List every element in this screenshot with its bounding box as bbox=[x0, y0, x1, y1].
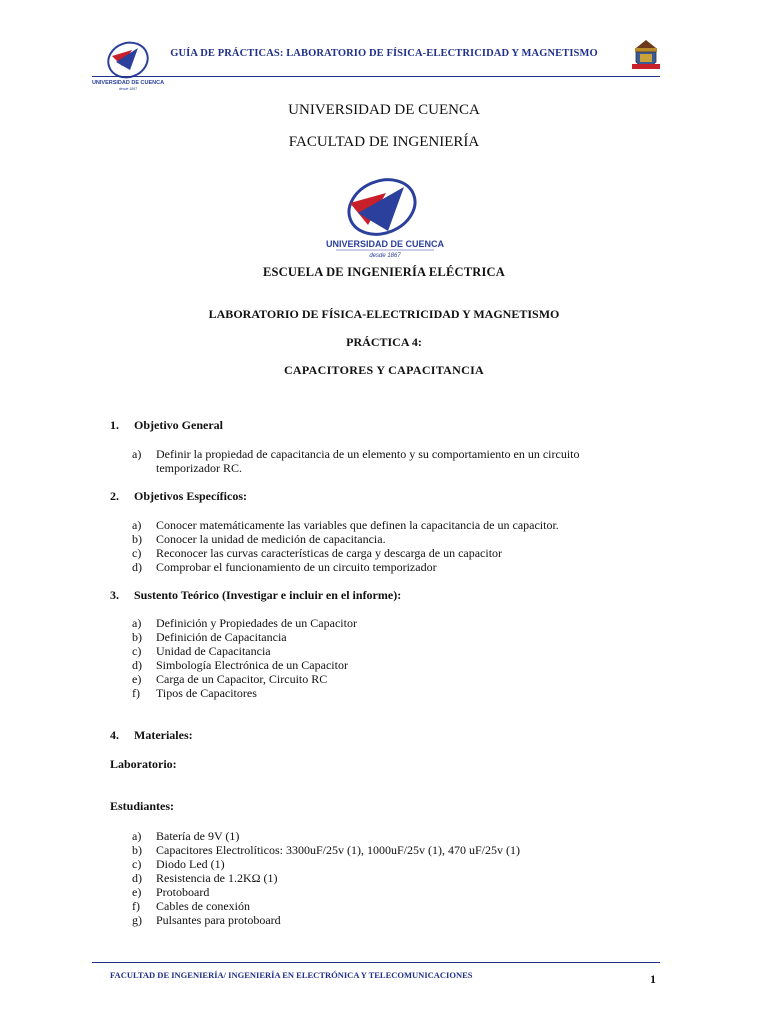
lab-name: LABORATORIO DE FÍSICA-ELECTRICIDAD Y MAGNETISMO bbox=[208, 307, 560, 321]
list-item: c) Unidad de Capacitancia bbox=[132, 644, 271, 658]
section-heading: 4. Materiales: bbox=[110, 728, 193, 742]
page-number: 1 bbox=[650, 972, 656, 986]
list-item: a) Conocer matemáticamente las variables que definen la capacitancia de un capacitor. bbox=[132, 518, 559, 532]
list-item: f) Tipos de Capacitores bbox=[132, 686, 257, 700]
crest-icon bbox=[628, 36, 664, 74]
faculty-name: FACULTAD DE INGENIERÍA bbox=[288, 134, 480, 150]
svg-text:desde 1867: desde 1867 bbox=[369, 253, 401, 259]
running-header: GUÍA DE PRÁCTICAS: LABORATORIO DE FÍSICA-ELECTRICIDAD Y MAGNETISMO bbox=[170, 48, 598, 59]
list-item: b) Capacitores Electrolíticos: 3300uF/25v (1), 1000uF/25v (1), 470 uF/25v (1) bbox=[132, 843, 520, 857]
university-logo-large bbox=[322, 173, 448, 263]
practice-number: PRÁCTICA 4: bbox=[346, 335, 422, 349]
section-heading: 3. Sustento Teórico (Investigar e incluir en el informe): bbox=[110, 588, 402, 602]
list-item: f) Cables de conexión bbox=[132, 899, 250, 913]
footer-rule bbox=[92, 962, 660, 963]
list-item: g) Pulsantes para protoboard bbox=[132, 913, 281, 927]
list-item: c) Diodo Led (1) bbox=[132, 857, 225, 871]
running-footer: FACULTAD DE INGENIERÍA/ INGENIERÍA EN ELECTRÓNICA Y TELECOMUNICACIONES bbox=[110, 970, 473, 980]
practice-topic: CAPACITORES Y CAPACITANCIA bbox=[283, 363, 485, 377]
materials-lab-label: Laboratorio: bbox=[110, 757, 177, 771]
list-item: a) Batería de 9V (1) bbox=[132, 829, 240, 843]
header-rule bbox=[92, 76, 660, 77]
svg-text:desde 1867: desde 1867 bbox=[118, 87, 138, 91]
list-item: d) Simbología Electrónica de un Capacitor bbox=[132, 658, 348, 672]
list-item: d) Resistencia de 1.2KΩ (1) bbox=[132, 871, 278, 885]
materials-students-label: Estudiantes: bbox=[110, 799, 175, 813]
list-item: d) Comprobar el funcionamiento de un circuito temporizador bbox=[132, 560, 437, 574]
svg-text:UNIVERSIDAD DE CUENCA: UNIVERSIDAD DE CUENCA bbox=[92, 80, 164, 86]
list-item: a) Definir la propiedad de capacitancia de un elemento y su comportamiento en un circuito temporizador RC. bbox=[132, 447, 580, 475]
list-item: b) Definición de Capacitancia bbox=[132, 630, 287, 644]
list-item: a) Definición y Propiedades de un Capacitor bbox=[132, 616, 357, 630]
list-item: e) Carga de un Capacitor, Circuito RC bbox=[132, 672, 328, 686]
list-item: c) Reconocer las curvas características de carga y descarga de un capacitor bbox=[132, 546, 503, 560]
list-item: b) Conocer la unidad de medición de capacitancia. bbox=[132, 532, 386, 546]
section-heading: 1. Objetivo General bbox=[110, 418, 223, 432]
list-item: e) Protoboard bbox=[132, 885, 210, 899]
school-name: ESCUELA DE INGENIERÍA ELÉCTRICA bbox=[262, 265, 506, 279]
svg-text:UNIVERSIDAD DE CUENCA: UNIVERSIDAD DE CUENCA bbox=[325, 239, 445, 249]
university-logo-small bbox=[92, 36, 164, 96]
section-heading: 2. Objetivos Específicos: bbox=[110, 489, 247, 503]
university-name: UNIVERSIDAD DE CUENCA bbox=[288, 102, 480, 118]
